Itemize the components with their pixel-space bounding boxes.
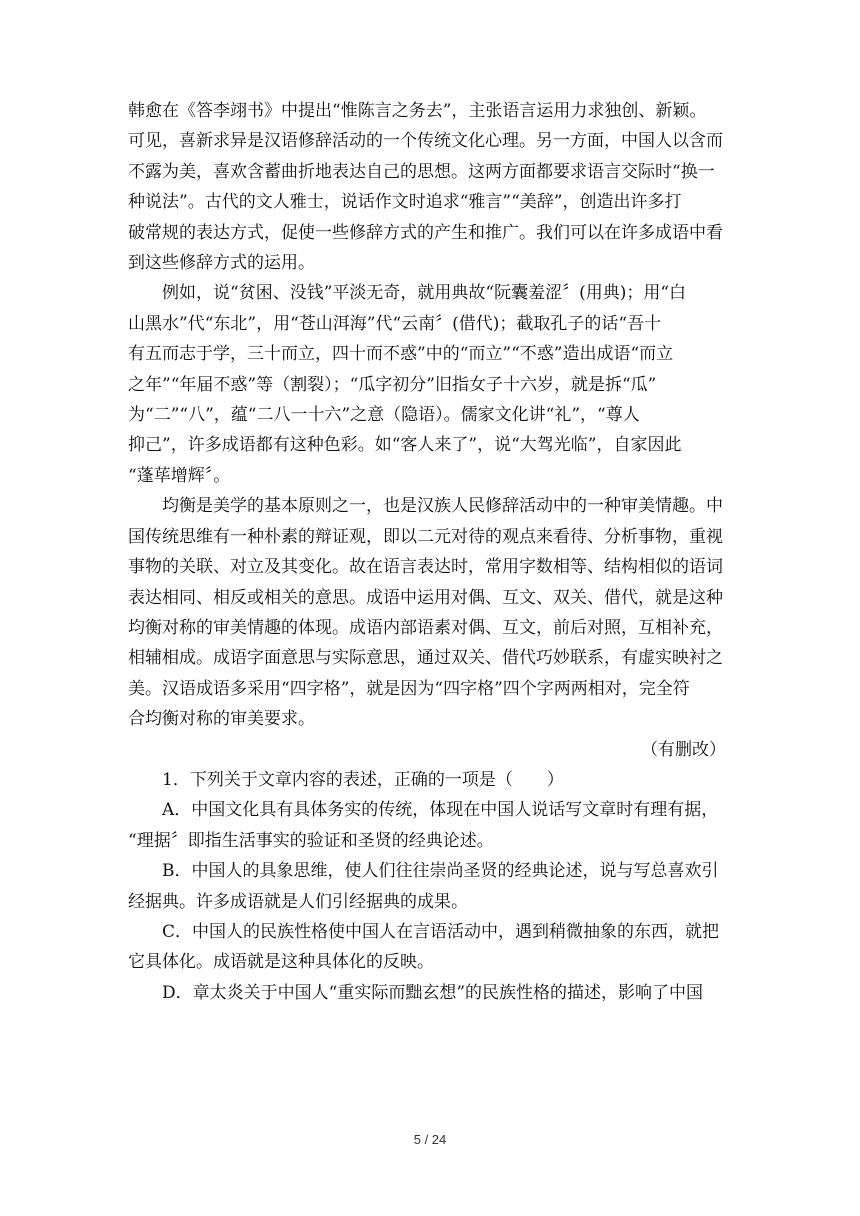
text-line: 韩愈在《答李翊书》中提出“惟陈言之务去”，主张语言运用力求独创、新颖。 [128, 101, 707, 121]
text-line: D．章太炎关于中国人“重实际而黜玄想”的民族性格的描述，影响了中国 [162, 982, 704, 1003]
text-line: 种说法”。古代的文人雅士，说话作文时追求“雅言”“美辞”，创造出许多打 [128, 192, 682, 213]
source-note: （有删改） [641, 739, 726, 760]
page-number: 5 / 24 [413, 1132, 447, 1147]
text-line: “蓬荜增辉〞。 [128, 465, 231, 486]
text-line: 例如，说“贫困、没钱”平淡无奇，就用典故“阮囊羞涩〞(用典)；用“白 [162, 283, 687, 304]
paragraph [128, 491, 734, 734]
text-line: 相辅相成。成语字面意思与实际意思，通过双关、借代巧妙联系，有虚实映衬之 [128, 648, 723, 669]
question-stem [128, 765, 734, 795]
text-line: 破常规的表达方式，促使一些修辞方式的产生和推广。我们可以在许多成语中看 [128, 222, 723, 243]
page-content [128, 96, 734, 1008]
text-line: 不露为美，喜欢含蓄曲折地表达自己的思想。这两方面都要求语言交际时“换一 [128, 161, 715, 182]
paragraph [128, 96, 734, 278]
text-line: 均衡是美学的基本原则之一，也是汉族人民修辞活动中的一种审美情趣。中 [162, 496, 723, 517]
text-line: 美。汉语成语多采用“四字格”，就是因为“四字格”四个字两两相对，完全符 [128, 678, 690, 699]
option-a [128, 795, 734, 856]
text-line: B．中国人的具象思维，使人们往往崇尚圣贤的经典论述，说与写总喜欢引 [162, 861, 719, 882]
text-line: A．中国文化具有具体务实的传统，体现在中国人说话写文章时有理有据， [162, 800, 719, 821]
option-b [128, 856, 734, 917]
text-line: 之年”“年届不惑”等（割裂）；“瓜字初分”旧指女子十六岁，就是拆“瓜” [128, 374, 657, 395]
option-c [128, 917, 734, 978]
paragraph [128, 278, 734, 491]
option-d [128, 978, 734, 1008]
text-line: 抑己”，许多成语都有这种色彩。如“客人来了”，说“大驾光临”，自家因此 [128, 435, 682, 456]
question-stem-text: 1．下列关于文章内容的表述，正确的一项是（ ） [162, 769, 564, 790]
text-line: 均衡对称的审美情趣的体现。成语内部语素对偶、互文，前后对照，互相补充， [128, 617, 723, 638]
text-line: “理据〞即指生活事实的验证和圣贤的经典论述。 [128, 830, 494, 851]
text-line: 它具体化。成语就是这种具体化的反映。 [128, 952, 434, 973]
question-block [128, 765, 734, 1008]
text-line: 为“二”“八”，蕴“二八一十六”之意（隐语）。儒家文化讲“礼”，“尊人 [128, 405, 640, 426]
text-line: 合均衡对称的审美要求。 [128, 709, 315, 730]
text-line: 可见，喜新求异是汉语修辞活动的一个传统文化心理。另一方面，中国人以含而 [128, 131, 723, 152]
text-line: 事物的关联、对立及其变化。故在语言表达时，常用字数相等、结构相似的语词 [128, 557, 723, 578]
text-line: 国传统思维有一种朴素的辩证观，即以二元对待的观点来看待、分析事物，重视 [128, 526, 723, 547]
text-line: 山黑水”代“东北”，用“苍山洱海”代“云南〞(借代)；截取孔子的话“吾十 [128, 313, 662, 334]
text-line: C．中国人的民族性格使中国人在言语活动中，遇到稍微抽象的东西，就把 [162, 921, 720, 942]
text-line: 到这些修辞方式的运用。 [128, 253, 315, 274]
text-line: 经据典。许多成语就是人们引经据典的成果。 [128, 891, 468, 912]
text-line: 表达相同、相反或相关的意思。成语中运用对偶、互文、双关、借代，就是这种 [128, 587, 723, 608]
text-line: 有五而志于学，三十而立，四十而不惑”中的“而立”“不惑”造出成语“而立 [128, 344, 674, 365]
